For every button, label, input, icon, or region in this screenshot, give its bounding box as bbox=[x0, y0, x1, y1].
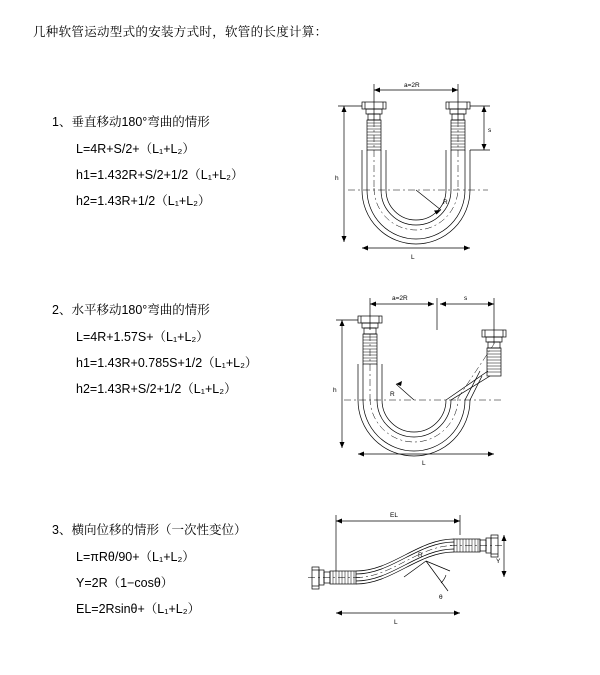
fig2-label-second-dim: s bbox=[464, 295, 468, 302]
page-title: 几种软管运动型式的安装方式时，软管的长度计算： bbox=[33, 25, 328, 39]
fig3-label-radius: R bbox=[418, 552, 423, 559]
section-3-formula-3: EL=2Rsinθ+（L₁+L₂） bbox=[76, 602, 201, 616]
fig1-label-height: h bbox=[335, 175, 339, 182]
section-2-formula-3: h2=1.43R+S/2+1/2（L₁+L₂） bbox=[76, 382, 237, 396]
fig2-label-top-dim: a=2R bbox=[392, 295, 408, 302]
fig3-label-top-dim: EL bbox=[390, 512, 398, 519]
fig3-label-length: L bbox=[394, 619, 398, 626]
section-3-title: 3、横向位移的情形（一次性变位） bbox=[52, 523, 247, 537]
section-1-formula-2: h1=1.432R+S/2+1/2（L₁+L₂） bbox=[76, 168, 244, 182]
section-1-formula-3: h2=1.43R+1/2（L₁+L₂） bbox=[76, 194, 211, 208]
section-3-formula-1: L=πRθ/90+（L₁+L₂） bbox=[76, 550, 195, 564]
fig1-label-side-dim: s bbox=[488, 127, 492, 134]
lateral-offset-diagram bbox=[300, 505, 510, 635]
fig1-label-radius: R bbox=[443, 199, 448, 206]
section-2-formula-1: L=4R+1.57S+（L₁+L₂） bbox=[76, 330, 209, 344]
horizontal-180-bend-diagram bbox=[318, 288, 508, 468]
vertical-180-bend-diagram bbox=[318, 70, 498, 270]
fig2-label-height: h bbox=[333, 387, 337, 394]
section-3-formula-2: Y=2R（1−cosθ） bbox=[76, 576, 174, 590]
fig1-label-length: L bbox=[411, 254, 415, 261]
section-2-title: 2、水平移动180°弯曲的情形 bbox=[52, 303, 210, 317]
fig3-label-angle: θ bbox=[439, 594, 443, 601]
section-2 bbox=[52, 300, 257, 405]
section-2-formula-2: h1=1.43R+0.785S+1/2（L₁+L₂） bbox=[76, 356, 258, 370]
section-1 bbox=[52, 112, 244, 217]
fig2-label-radius: R bbox=[390, 391, 395, 398]
section-1-title: 1、垂直移动180°弯曲的情形 bbox=[52, 115, 210, 129]
fig2-label-length: L bbox=[422, 460, 426, 467]
fig1-label-top-dim: a=2R bbox=[404, 82, 420, 89]
section-1-formula-1: L=4R+S/2+（L₁+L₂） bbox=[76, 142, 195, 156]
section-3 bbox=[52, 520, 246, 625]
fig3-label-offset: Y bbox=[496, 558, 501, 565]
